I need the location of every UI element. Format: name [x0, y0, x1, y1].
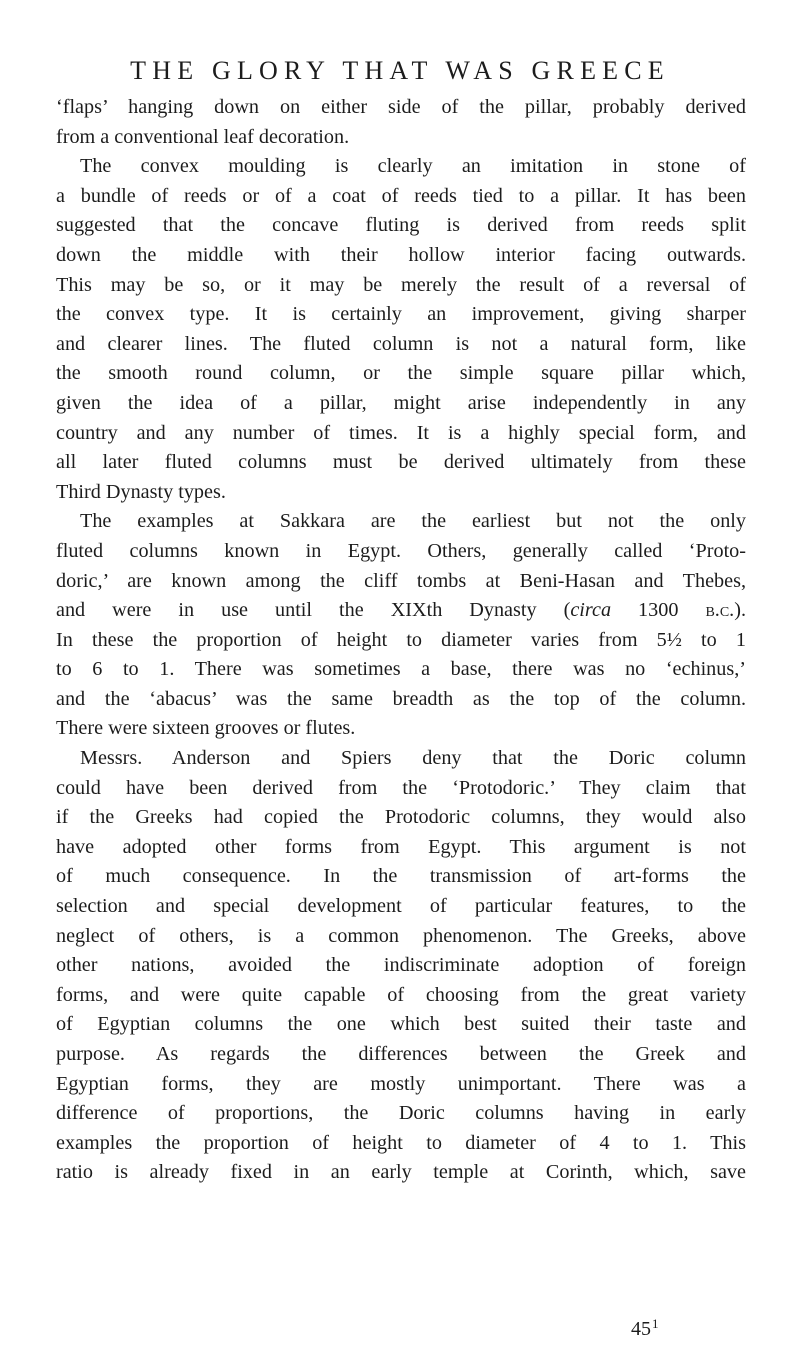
text-line: down the middle with their hollow interior facing outwards. — [56, 243, 746, 266]
running-head: THE GLORY THAT WAS GREECE — [130, 56, 670, 85]
text-line: selection and special development of particular features, to the — [56, 895, 746, 918]
text-line: Egyptian forms, they are mostly unimportant. There was a — [56, 1072, 746, 1095]
text-line: have adopted other forms from Egypt. This argument is not — [56, 835, 746, 858]
text-line: and were in use until the XIXth Dynasty (circa 1300 b.c.). — [56, 599, 746, 622]
text-line: and the ‘abacus’ was the same breadth as the top of the column. — [56, 687, 746, 710]
text-line: The examples at Sakkara are the earliest but not the only — [80, 510, 746, 533]
text-line: ratio is already fixed in an early temple at Corinth, which, save — [56, 1161, 746, 1184]
signature-mark: 1 — [652, 1316, 659, 1331]
text-line: of Egyptian columns the one which best suited their taste and — [56, 1013, 746, 1036]
text-line: other nations, avoided the indiscriminate adoption of foreign — [56, 954, 746, 977]
text-line: fluted columns known in Egypt. Others, generally called ‘Proto- — [56, 539, 746, 562]
text-line: from a conventional leaf decoration. — [56, 125, 350, 148]
text-line: all later fluted columns must be derived ultimately from these — [56, 451, 746, 474]
text-line: the convex type. It is certainly an improvement, giving sharper — [56, 303, 746, 326]
text-line: ‘flaps’ hanging down on either side of the pillar, probably derived — [56, 96, 746, 118]
text-line: Messrs. Anderson and Spiers deny that the Doric column — [80, 747, 746, 770]
text-line: could have been derived from the ‘Protodoric.’ They claim that — [56, 776, 746, 799]
text-line: doric,’ are known among the cliff tombs at Beni-Hasan and Thebes, — [56, 569, 746, 592]
text-line: difference of proportions, the Doric columns having in early — [56, 1102, 746, 1125]
text-line: given the idea of a pillar, might arise independently in any — [56, 391, 746, 414]
text-line: There were sixteen grooves or flutes. — [56, 717, 356, 740]
body-text — [56, 93, 746, 1188]
text-line: to 6 to 1. There was sometimes a base, there was no ‘echinus,’ — [56, 658, 746, 681]
text-line: Third Dynasty types. — [56, 480, 226, 503]
text-line: of much consequence. In the transmission of art-forms the — [56, 865, 746, 888]
text-line: forms, and were quite capable of choosing from the great variety — [56, 983, 746, 1006]
text-line: examples the proportion of height to diameter of 4 to 1. This — [56, 1131, 746, 1154]
text-line: a bundle of reeds or of a coat of reeds tied to a pillar. It has been — [56, 184, 746, 207]
text-line: neglect of others, is a common phenomenon. The Greeks, above — [56, 924, 746, 947]
text-line: country and any number of times. It is a highly special form, and — [56, 421, 746, 444]
text-line: The convex moulding is clearly an imitation in stone of — [80, 155, 746, 178]
page-number: 45 — [631, 1318, 651, 1340]
text-line: and clearer lines. The fluted column is not a natural form, like — [56, 332, 746, 355]
text-line: if the Greeks had copied the Protodoric columns, they would also — [56, 806, 746, 829]
text-line: suggested that the concave fluting is derived from reeds split — [56, 214, 746, 237]
text-line: This may be so, or it may be merely the result of a reversal of — [56, 273, 746, 296]
text-line: the smooth round column, or the simple square pillar which, — [56, 362, 746, 385]
text-line: In these the proportion of height to diameter varies from 5½ to 1 — [56, 628, 746, 651]
text-line: purpose. As regards the differences between the Greek and — [56, 1043, 746, 1065]
folio — [631, 1312, 659, 1341]
